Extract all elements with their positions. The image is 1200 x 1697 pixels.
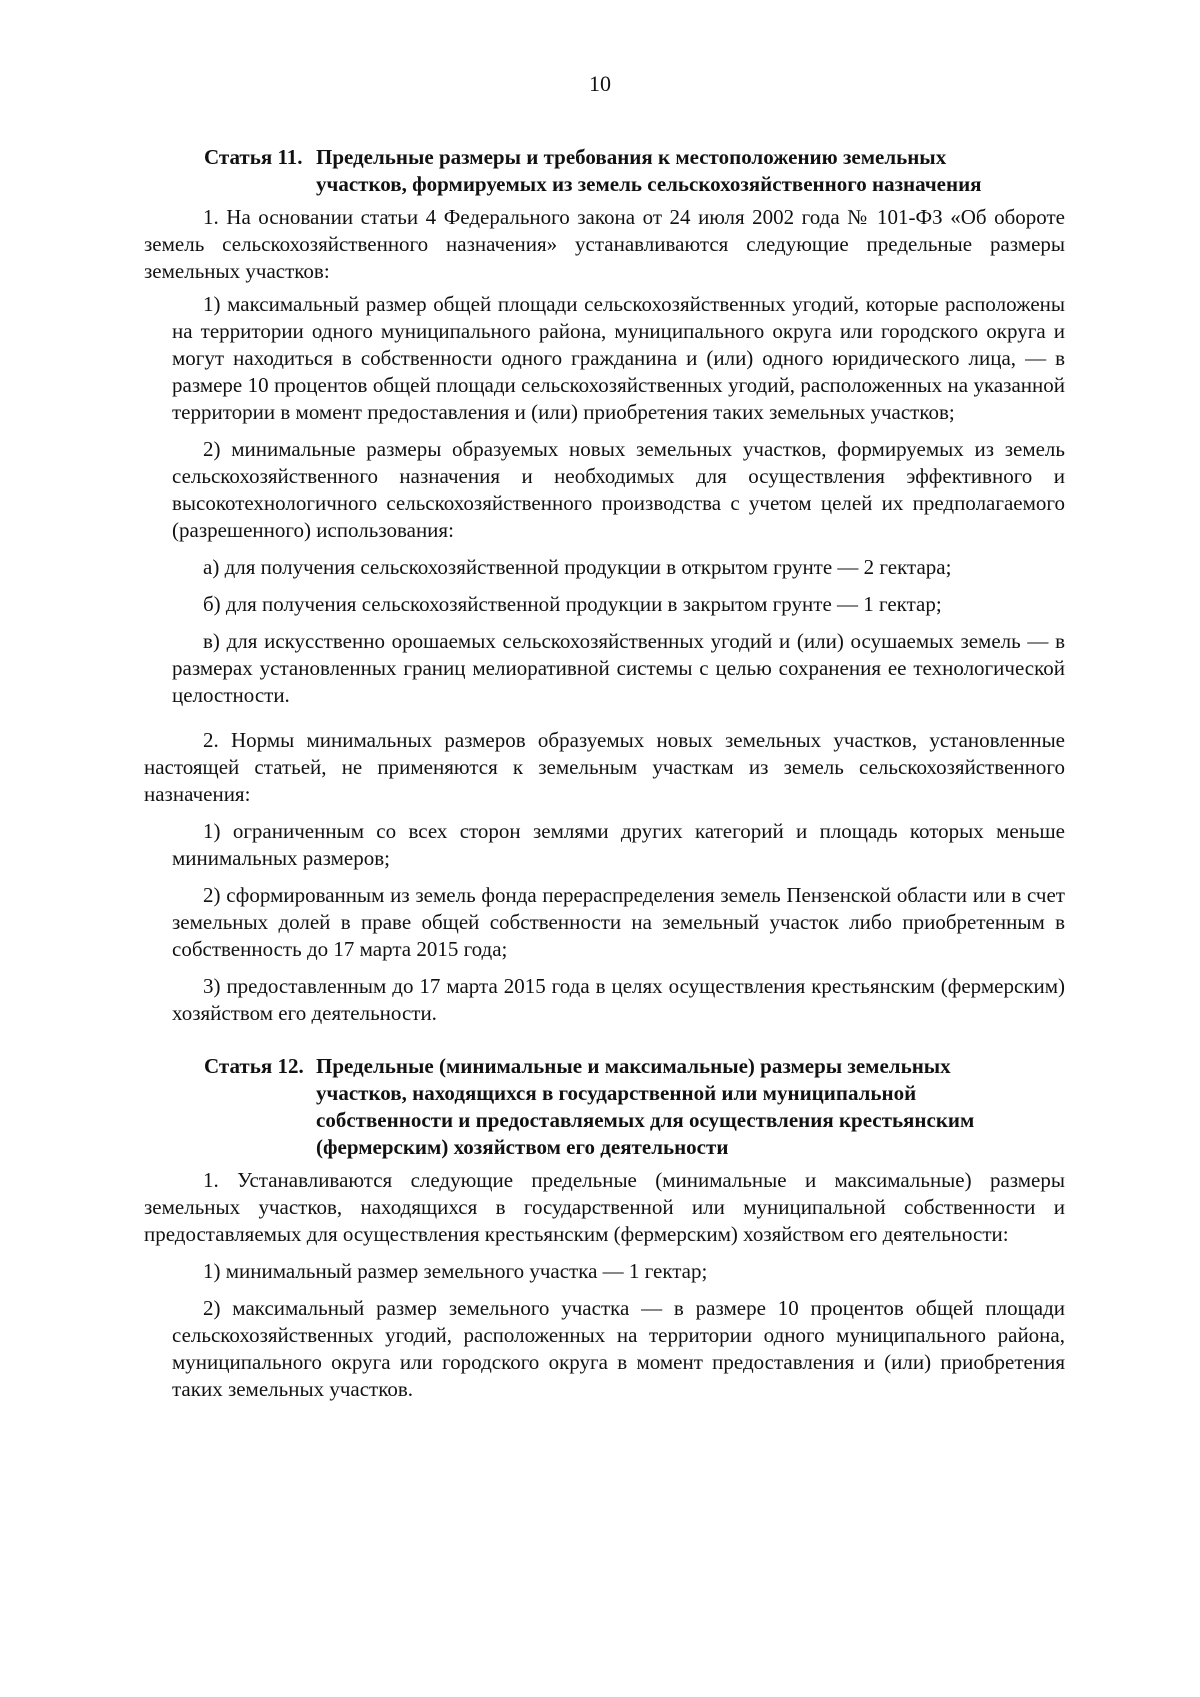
- article-11-item-1-2-c: в) для искусственно орошаемых сельскохозяйственных угодий и (или) осушаемых земель — в размерах установленных границ мелиоративной системы с целью сохранения ее технологической целостности.: [172, 629, 1065, 707]
- article-11-item-1-2: 2) минимальные размеры образуемых новых земельных участков, формируемых из земель сельскохозяйственного назначения и необходимых для осуществления эффективного и высокотехнологичного сельскохозяйственного производства с учетом целей их предполагаемого (разрешенного) использования:: [172, 437, 1065, 542]
- page-number: 10: [589, 71, 611, 96]
- article-11-item-2-1: 1) ограниченным со всех сторон землями других категорий и площадь которых меньше минимальных размеров;: [172, 819, 1065, 870]
- article-12-heading: [144, 1053, 1065, 1161]
- article-12-prefix: Статья 12.: [204, 1054, 304, 1078]
- article-11-item-1-1: 1) максимальный размер общей площади сельскохозяйственных угодий, которые расположены на территории одного муниципального района, муниципального округа или городского округа и могут находиться в собственности одного гражданина и (или) одного юридического лица, — в размере 10 процентов общей площади сельскохозяйственных угодий, расположенных на указанной территории в момент предоставления и (или) приобретения таких земельных участков;: [172, 292, 1065, 424]
- article-11-title: Предельные размеры и требования к местоположению земельных участков, формируемых из земель сельскохозяйственного назначения: [316, 145, 982, 196]
- article-11-item-1-2-a: а) для получения сельскохозяйственной продукции в открытом грунте — 2 гектара;: [203, 555, 952, 579]
- article-11-item-1-2-b: б) для получения сельскохозяйственной продукции в закрытом грунте — 1 гектар;: [203, 592, 942, 616]
- article-11-prefix: Статья 11.: [204, 145, 303, 169]
- article-11-item-2-3: 3) предоставленным до 17 марта 2015 года в целях осуществления крестьянским (фермерским) хозяйством его деятельности.: [172, 974, 1065, 1025]
- article-12-item-1-2: 2) максимальный размер земельного участка — в размере 10 процентов общей площади сельскохозяйственных угодий, расположенных на территории одного муниципального района, муниципального округа или городского округа в момент предоставления и (или) приобретения таких земельных участков.: [172, 1296, 1065, 1401]
- article-12-item-1-1: 1) минимальный размер земельного участка — 1 гектар;: [203, 1259, 708, 1283]
- article-12-title: Предельные (минимальные и максимальные) размеры земельных участков, находящихся в государственной или муниципальной собственности и предоставляемых для осуществления крестьянским (фермерским) хозяйством его деятельности: [316, 1054, 975, 1159]
- article-12-paragraph-1: 1. Устанавливаются следующие предельные (минимальные и максимальные) размеры земельных участков, находящихся в государственной или муниципальной собственности и предоставляемых для осуществления крестьянским (фермерским) хозяйством его деятельности:: [144, 1168, 1065, 1246]
- article-11-paragraph-2: 2. Нормы минимальных размеров образуемых новых земельных участков, установленные настоящей статьей, не применяются к земельным участкам из земель сельскохозяйственного назначения:: [144, 728, 1065, 806]
- article-11-item-2-2: 2) сформированным из земель фонда перераспределения земель Пензенской области или в счет земельных долей в праве общей собственности на земельный участок либо приобретенным в собственность до 17 марта 2015 года;: [172, 883, 1065, 961]
- document-body: [144, 144, 1065, 1403]
- article-11-paragraph-1: 1. На основании статьи 4 Федерального закона от 24 июля 2002 года № 101-ФЗ «Об обороте земель сельскохозяйственного назначения» устанавливаются следующие предельные размеры земельных участков:: [144, 205, 1065, 283]
- article-11-heading: [144, 144, 1065, 198]
